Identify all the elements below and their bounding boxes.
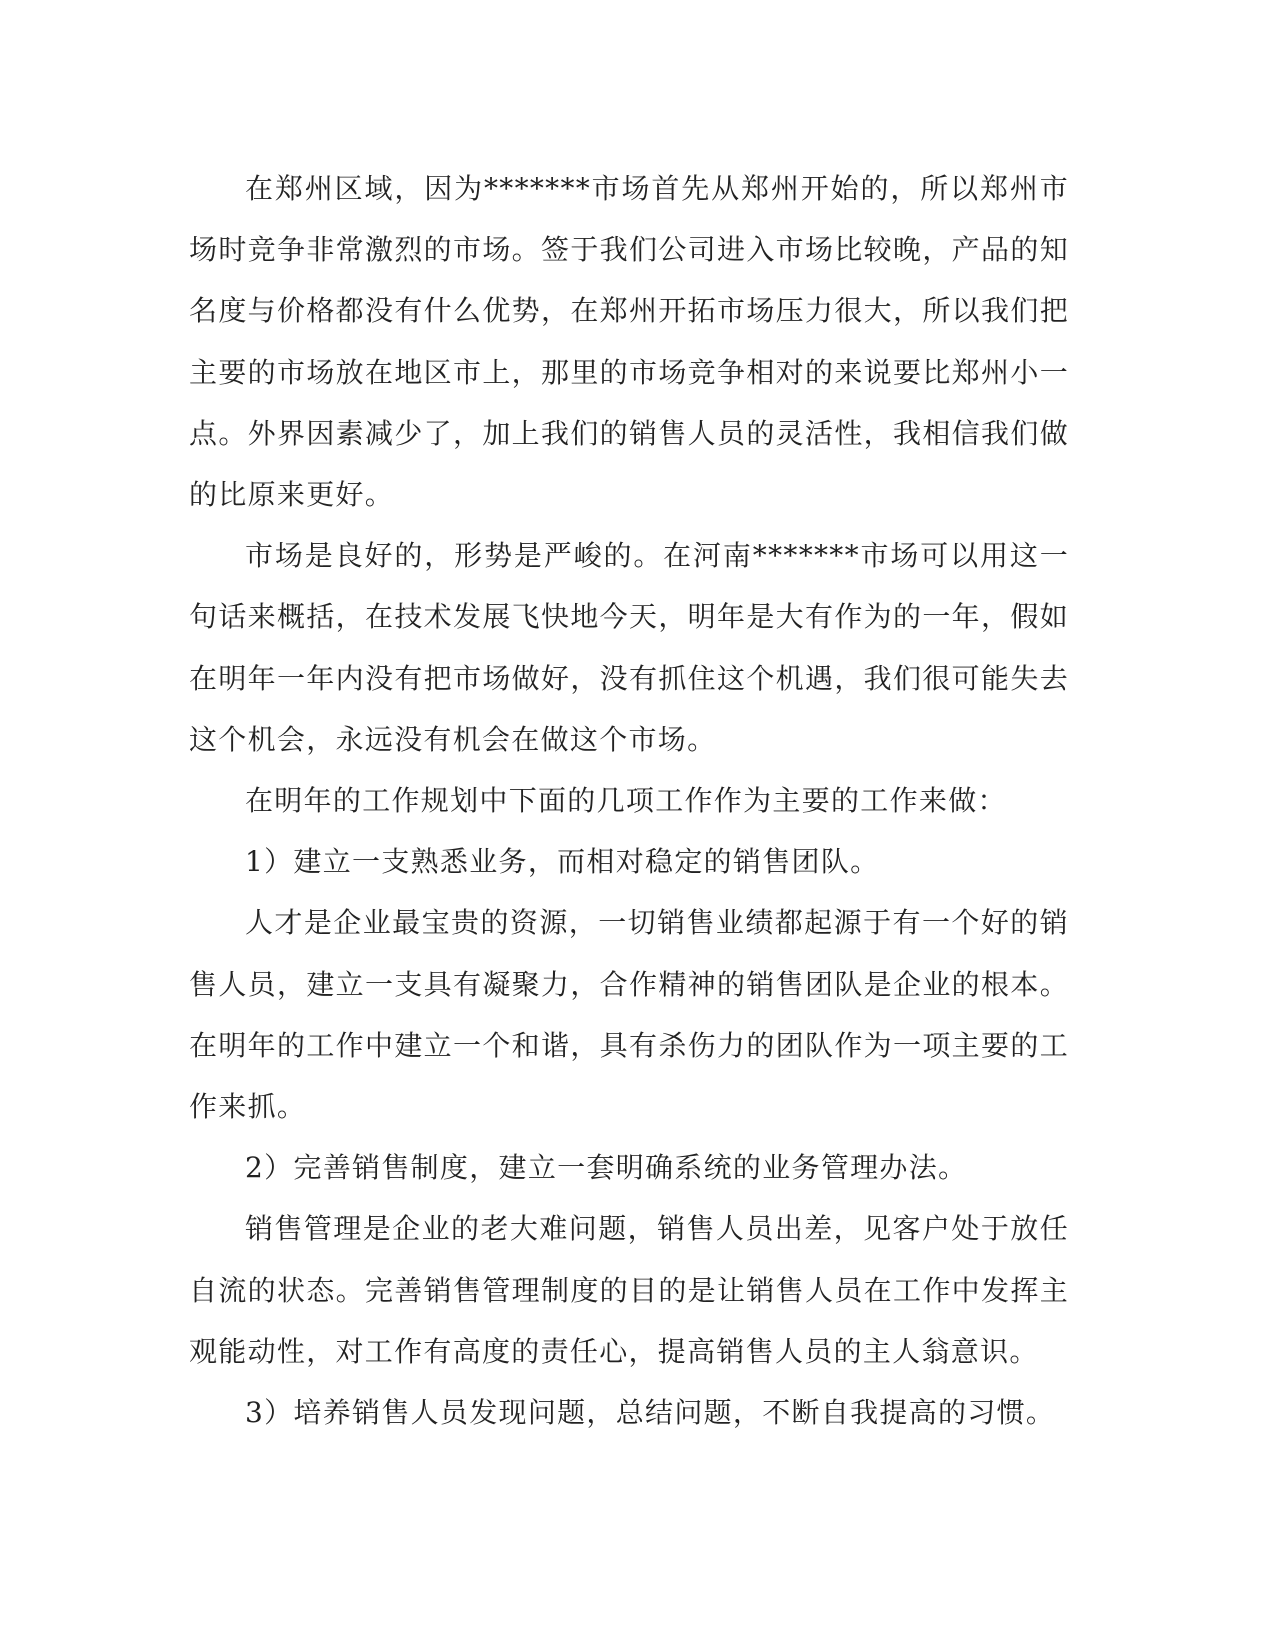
list-item-2-sales-system: [189, 1137, 1069, 1198]
document-body: [189, 158, 1069, 1443]
paragraph-henan-market-outlook: [189, 525, 1069, 770]
paragraph-text: 市场是良好的，形势是严峻的。在河南*******市场可以用这一句话来概括，在技术发展飞快地今天，明年是大有作为的一年，假如在明年一年内没有把市场做好，没有抓住这个机遇，我们很可能失去这个机会，永远没有机会在做这个市场。: [189, 539, 1069, 756]
paragraph-text: 3）培养销售人员发现问题，总结问题，不断自我提高的习惯。: [245, 1396, 1056, 1430]
paragraph-text: 1）建立一支熟悉业务，而相对稳定的销售团队。: [245, 845, 880, 879]
paragraph-zhengzhou-market: [189, 158, 1069, 525]
paragraph-text: 在明年的工作规划中下面的几项工作作为主要的工作来做：: [245, 784, 1007, 818]
paragraph-text: 在郑州区域，因为*******市场首先从郑州开始的，所以郑州市场时竞争非常激烈的市场。签于我们公司进入市场比较晚，产品的知名度与价格都没有什么优势，在郑州开拓市场压力很大，所以我们把主要的市场放在地区市上，那里的市场竞争相对的来说要比郑州小一点。外界因素减少了，加上我们的销售人员的灵活性，我相信我们做的比原来更好。: [189, 172, 1069, 512]
list-item-1-sales-team: [189, 831, 1069, 892]
paragraph-text: 销售管理是企业的老大难问题，销售人员出差，见客户处于放任自流的状态。完善销售管理制度的目的是让销售人员在工作中发挥主观能动性，对工作有高度的责任心，提高销售人员的主人翁意识。: [189, 1212, 1069, 1368]
paragraph-text: 2）完善销售制度，建立一套明确系统的业务管理办法。: [245, 1151, 968, 1185]
list-item-3-self-improvement: [189, 1382, 1069, 1443]
paragraph-plan-intro: [189, 770, 1069, 831]
paragraph-sales-management: [189, 1198, 1069, 1382]
paragraph-text: 人才是企业最宝贵的资源，一切销售业绩都起源于有一个好的销售人员，建立一支具有凝聚力，合作精神的销售团队是企业的根本。在明年的工作中建立一个和谐，具有杀伤力的团队作为一项主要的工作来抓。: [189, 906, 1069, 1124]
paragraph-talent-resource: [189, 892, 1069, 1137]
